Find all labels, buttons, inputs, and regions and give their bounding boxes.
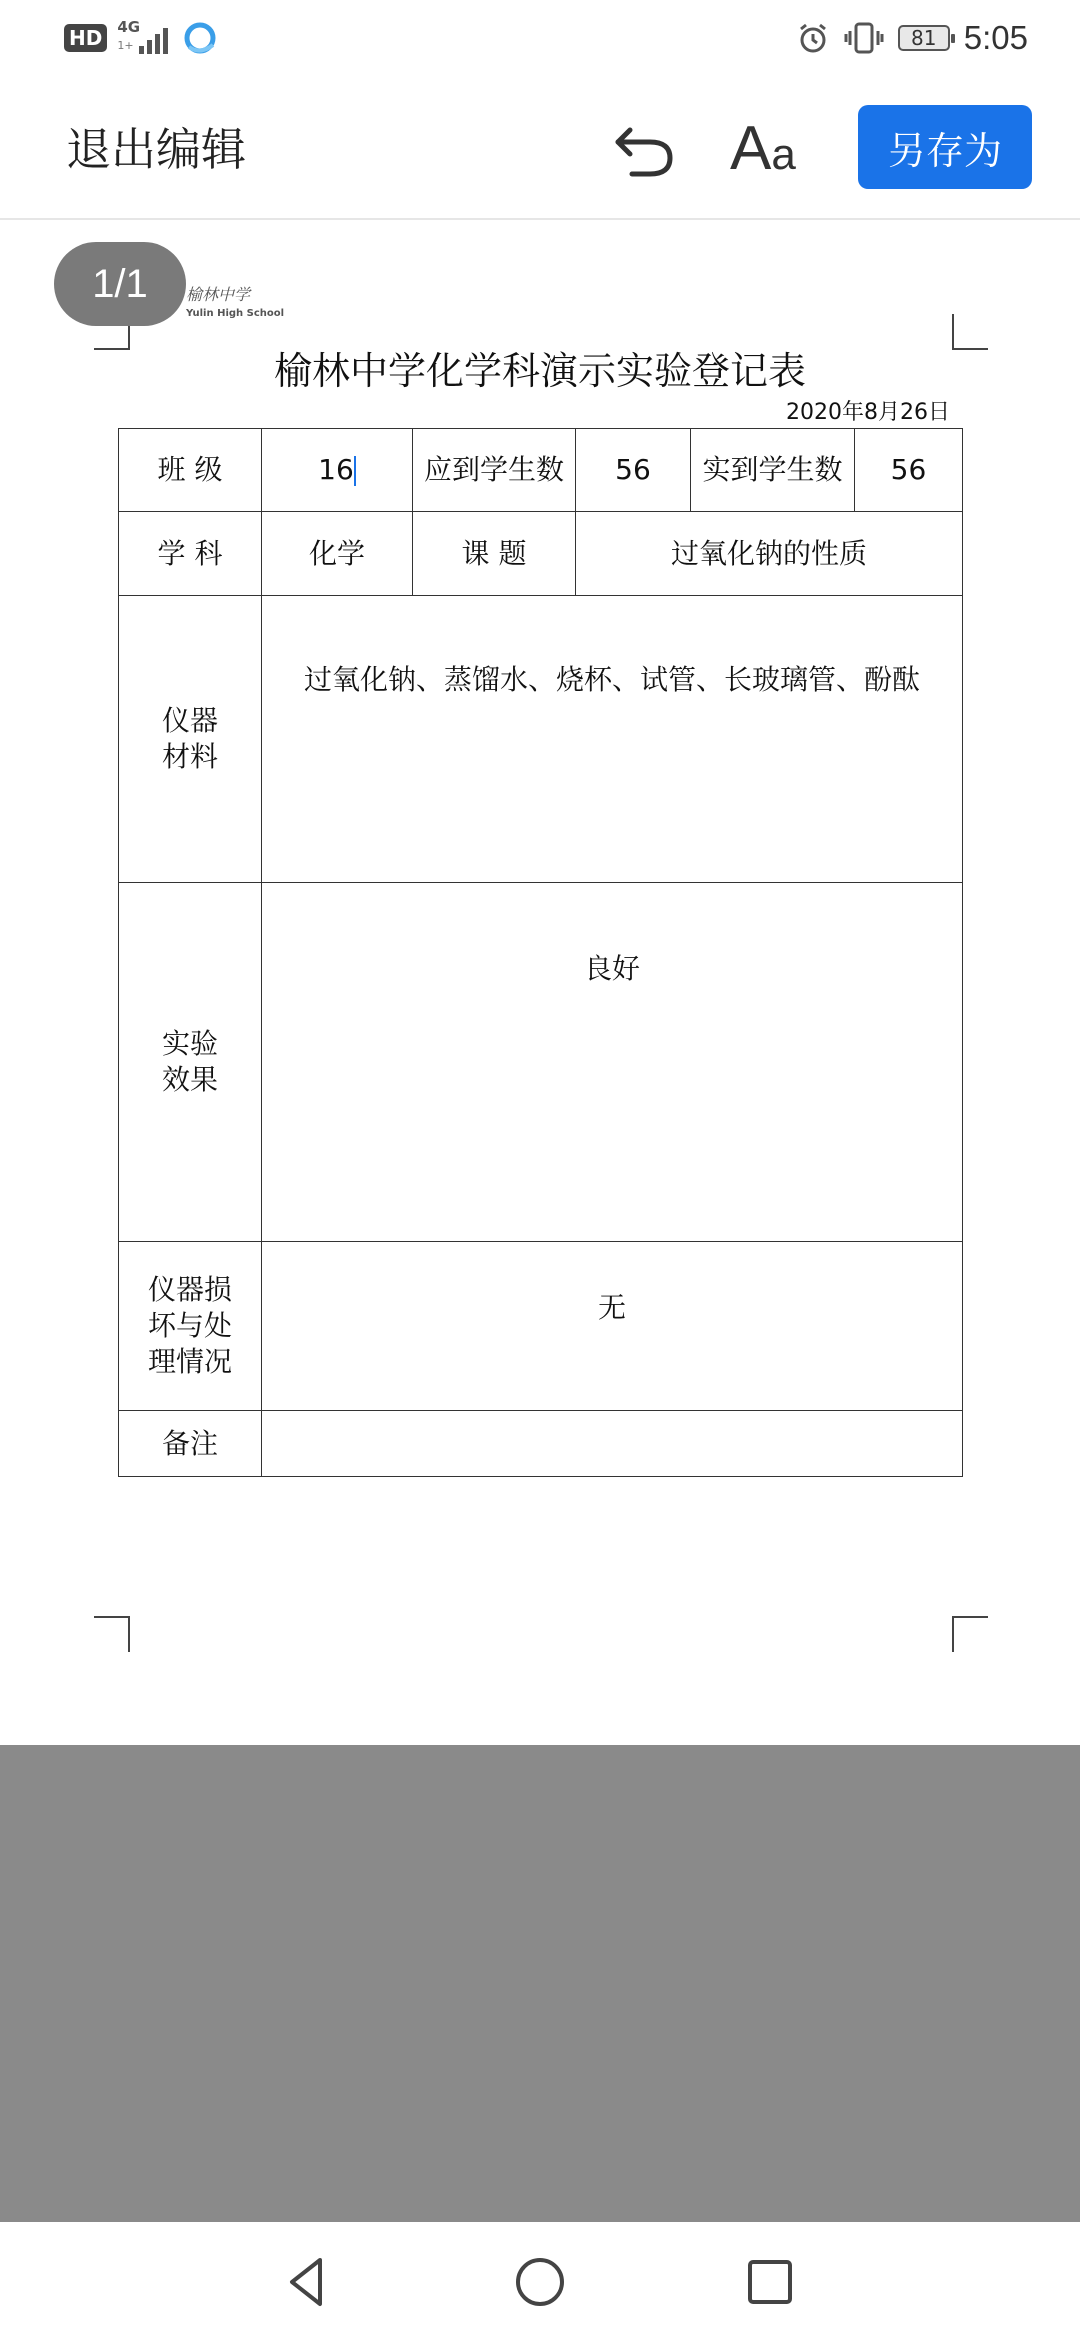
status-bar <box>0 0 1080 80</box>
effect-value: 良好 <box>583 952 640 985</box>
effect-label-line1: 实验 <box>161 1027 218 1060</box>
subject-value[interactable]: 化学 <box>262 512 413 596</box>
home-icon[interactable] <box>510 2252 570 2312</box>
materials-label <box>119 596 262 883</box>
back-icon[interactable] <box>278 2252 338 2312</box>
clock: 5:05 <box>963 19 1028 56</box>
network-type: 4G <box>117 18 141 36</box>
svg-text:Yulin High School: Yulin High School <box>186 308 285 319</box>
actual-students-label: 实到学生数 <box>691 429 855 512</box>
expected-students-value[interactable]: 56 <box>576 429 691 512</box>
page-indicator: 1/1 <box>54 242 186 326</box>
svg-text:榆林中学: 榆林中学 <box>186 285 251 304</box>
hd-icon: HD <box>64 24 107 52</box>
save-as-button[interactable]: 另存为 <box>858 105 1032 189</box>
materials-value-cell[interactable] <box>262 596 963 883</box>
exit-edit-button[interactable]: 退出编辑 <box>66 123 247 176</box>
table-row <box>119 429 963 512</box>
app-notification-icon <box>183 21 217 55</box>
class-label: 班 级 <box>119 429 262 512</box>
topic-label: 课 题 <box>413 512 576 596</box>
effect-label-line2: 效果 <box>161 1063 218 1096</box>
document-date[interactable]: 2020年8月26日 <box>786 400 950 425</box>
table-row <box>119 1411 963 1477</box>
status-right <box>796 16 1028 60</box>
expected-students-label: 应到学生数 <box>413 429 576 512</box>
registration-table <box>118 428 963 1477</box>
system-nav-bar <box>0 2222 1080 2340</box>
document-title[interactable]: 榆林中学化学科演示实验登记表 <box>273 349 806 393</box>
effect-label <box>119 883 262 1242</box>
damage-label-line3: 理情况 <box>147 1345 232 1378</box>
effect-value-cell[interactable] <box>262 883 963 1242</box>
battery-icon <box>898 25 950 51</box>
font-icon-big: A <box>730 114 772 183</box>
text-cursor <box>354 456 356 486</box>
actual-students-value[interactable]: 56 <box>855 429 963 512</box>
subject-label: 学 科 <box>119 512 262 596</box>
vibrate-icon <box>844 21 884 55</box>
crop-mark-bottom-left <box>94 1616 130 1652</box>
table-row <box>119 1242 963 1411</box>
document-page[interactable] <box>0 220 1080 1745</box>
crop-mark-top-right <box>952 314 988 350</box>
topic-value[interactable]: 过氧化钠的性质 <box>576 512 963 596</box>
materials-label-line2: 材料 <box>161 740 218 773</box>
damage-label <box>119 1242 262 1411</box>
status-left <box>64 18 217 58</box>
table-row <box>119 596 963 883</box>
damage-label-line1: 仪器损 <box>147 1273 232 1306</box>
alarm-icon <box>796 21 830 55</box>
network-sub: 1+ <box>117 39 134 52</box>
remarks-value[interactable] <box>262 1411 963 1477</box>
undo-icon[interactable] <box>610 116 678 184</box>
empty-workspace <box>0 1745 1080 2222</box>
damage-value-cell[interactable] <box>262 1242 963 1411</box>
recents-icon[interactable] <box>740 2252 800 2312</box>
damage-value: 无 <box>597 1291 626 1324</box>
remarks-label: 备注 <box>119 1411 262 1477</box>
table-row <box>119 883 963 1242</box>
materials-label-line1: 仪器 <box>161 704 218 737</box>
table-row <box>119 512 963 596</box>
class-value-cell[interactable] <box>262 429 413 512</box>
class-value: 16 <box>318 453 354 486</box>
materials-value: 过氧化钠、蒸馏水、烧杯、试管、长玻璃管、酚酞 <box>303 663 920 696</box>
damage-label-line2: 坏与处 <box>147 1309 232 1342</box>
signal-icon <box>117 20 173 56</box>
battery-level: 81 <box>911 26 937 50</box>
font-icon-small: a <box>771 130 796 179</box>
font-size-icon[interactable] <box>730 114 806 184</box>
crop-mark-bottom-right <box>952 1616 988 1652</box>
editor-toolbar <box>0 88 1080 220</box>
